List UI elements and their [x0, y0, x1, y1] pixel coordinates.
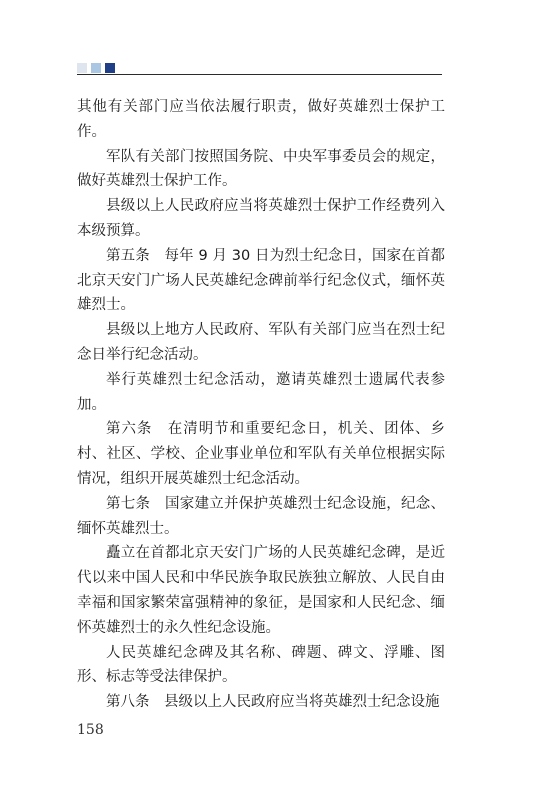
header-square-light-1 — [77, 63, 87, 73]
header-rule — [77, 74, 442, 75]
paragraph-article-7: 第七条 国家建立并保护英雄烈士纪念设施，纪念、缅怀英雄烈士。 — [77, 495, 445, 537]
header-square-dark — [105, 63, 115, 73]
paragraph: 人民英雄纪念碑及其名称、碑题、碑文、浮雕、图形、标志等受法律保护。 — [77, 644, 445, 686]
paragraph: 县级以上人民政府应当将英雄烈士保护工作经费列入本级预算。 — [77, 198, 445, 239]
paragraph-article-5: 第五条 每年 9 月 30 日为烈士纪念日，国家在首都北京天安门广场人民英雄纪念碑前举行纪念仪式，缅怀英雄烈士。 — [77, 247, 445, 314]
paragraph-article-8: 第八条 县级以上人民政府应当将英雄烈士纪念设施 — [106, 694, 440, 711]
paragraph: 县级以上地方人民政府、军队有关部门应当在烈士纪念日举行纪念活动。 — [77, 322, 445, 363]
body-text — [77, 95, 445, 715]
paragraph: 军队有关部门按照国务院、中央军事委员会的规定，做好英雄烈士保护工作。 — [77, 148, 445, 190]
page-number: 158 — [77, 722, 104, 738]
paragraph: 矗立在首都北京天安门广场的人民英雄纪念碑，是近代以来中国人民和中华民族争取民族独立解放、人民自由幸福和国家繁荣富强精神的象征，是国家和人民纪念、缅怀英雄烈士的永久性纪念设施。 — [77, 545, 445, 636]
header-square-light-2 — [91, 63, 101, 73]
header-decoration — [77, 63, 115, 73]
paragraph: 举行英雄烈士纪念活动，邀请英雄烈士遗属代表参加。 — [77, 371, 445, 413]
paragraph: 其他有关部门应当依法履行职责，做好英雄烈士保护工作。 — [77, 99, 445, 140]
paragraph-article-6: 第六条 在清明节和重要纪念日，机关、团体、乡村、社区、学校、企业事业单位和军队有关单位根据实际情况，组织开展英雄烈士纪念活动。 — [77, 421, 445, 487]
